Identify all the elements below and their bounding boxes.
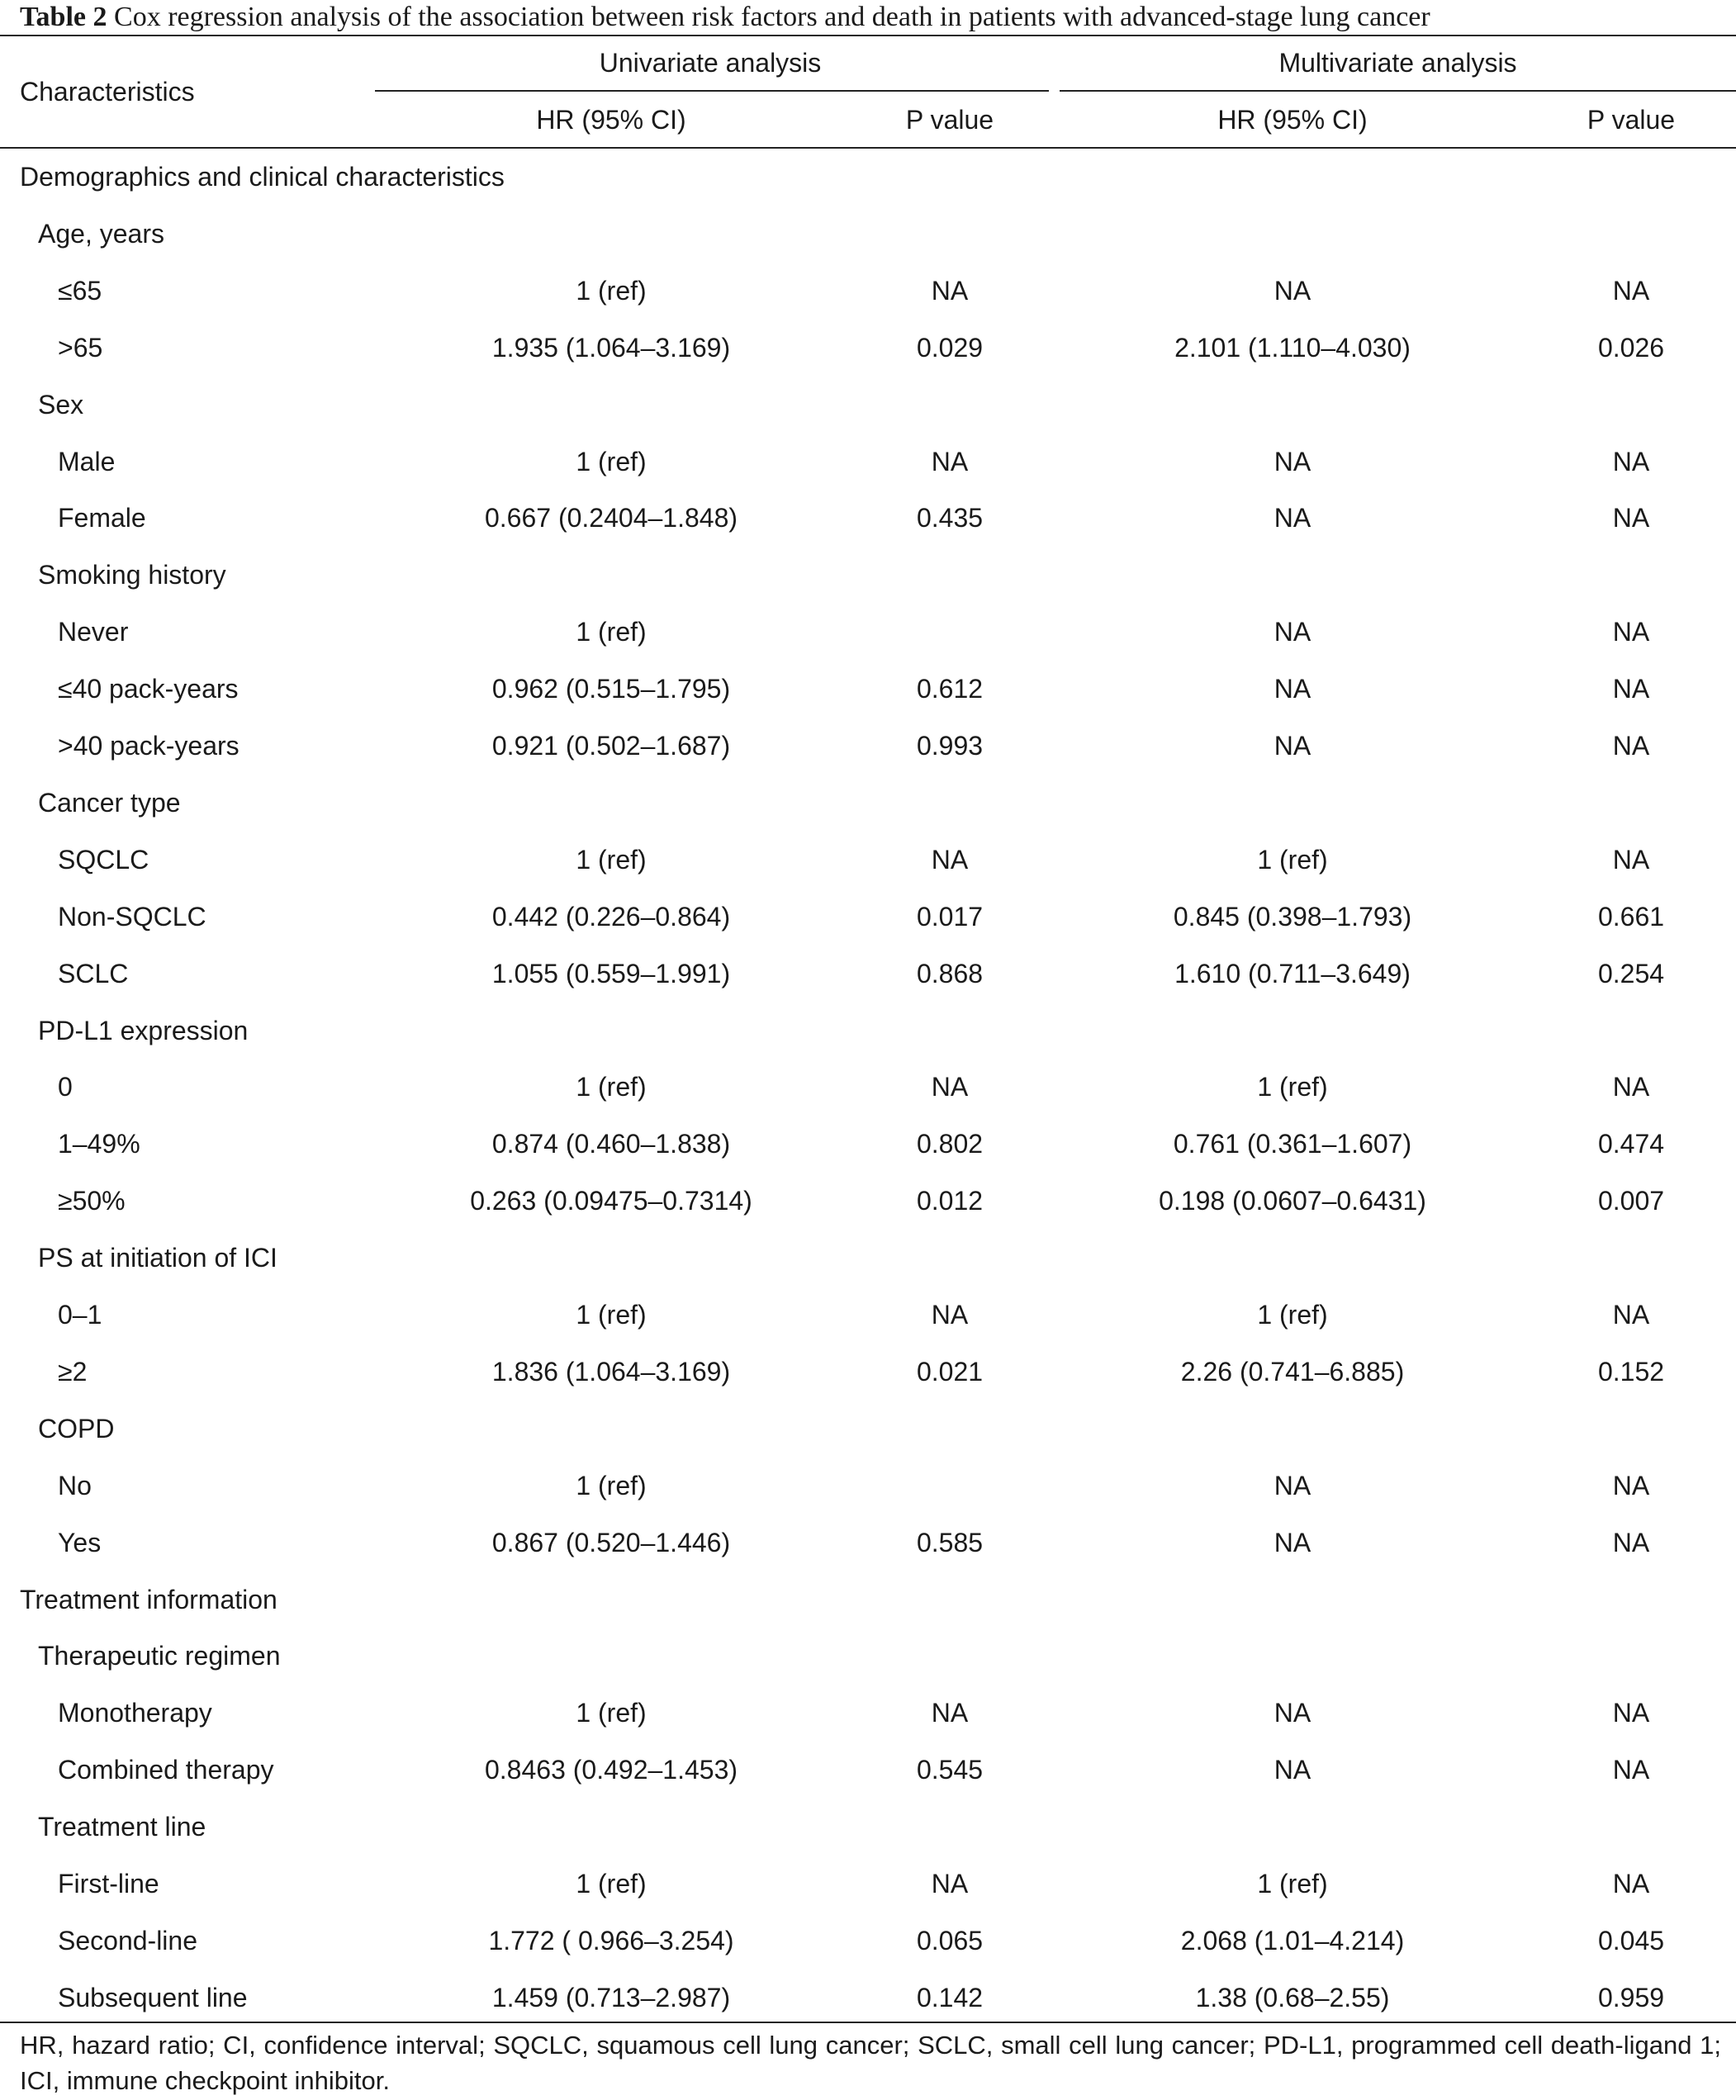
hr-multivariate-cell: NA (1274, 503, 1311, 533)
hr-multivariate-cell: NA (1274, 674, 1311, 704)
hr-multivariate-cell: 0.845 (0.398–1.793) (1173, 901, 1412, 931)
table-caption-label: Table 2 (20, 2, 107, 32)
p-multivariate-cell: 0.959 (1597, 1982, 1665, 2012)
row-label: Subsequent line (58, 1982, 248, 2012)
hr-univariate-cell: 1.836 (1.064–3.169) (491, 1356, 731, 1387)
p-univariate-cell: NA (931, 844, 969, 875)
row-label: Female (58, 503, 146, 533)
p-univariate-cell: NA (931, 1072, 969, 1102)
table-row (0, 547, 1736, 604)
p-multivariate-cell: NA (1612, 731, 1650, 761)
row-label: SQCLC (58, 844, 149, 875)
group-heading: COPD (38, 1413, 115, 1443)
p-multivariate-cell: NA (1612, 1755, 1650, 1785)
table-row (0, 263, 1736, 320)
p-univariate-cell: NA (931, 275, 969, 306)
row-label: 0–1 (58, 1300, 102, 1330)
p-univariate-cell: 0.545 (916, 1755, 984, 1785)
p-univariate-cell: NA (931, 1698, 969, 1728)
table-row (0, 1515, 1736, 1571)
section-heading: Treatment information (20, 1584, 277, 1614)
row-label: ≥50% (58, 1186, 126, 1216)
p-univariate-cell: NA (931, 1300, 969, 1330)
hr-multivariate-cell: 1.38 (0.68–2.55) (1195, 1982, 1390, 2012)
hr-univariate-cell: 0.962 (0.515–1.795) (491, 674, 731, 704)
p-univariate-cell: NA (931, 446, 969, 476)
table-row (0, 1230, 1736, 1287)
hr-multivariate-cell: 1 (ref) (1257, 1869, 1328, 1899)
hr-univariate-cell: 0.874 (0.460–1.838) (491, 1129, 731, 1159)
table-footnote: HR, hazard ratio; CI, confidence interval; SQCLC, squamous cell lung cancer; SCLC, small cell lung cancer; PD-L1, programmed cell death-ligand 1; ICI, immune checkpoint inhibitor. (20, 2031, 1721, 2095)
p-univariate-cell: 0.029 (916, 332, 984, 363)
row-label: SCLC (58, 958, 129, 988)
hr-univariate-cell: 1 (ref) (576, 1072, 647, 1102)
p-univariate-cell: 0.612 (916, 674, 984, 704)
group-heading: Sex (38, 389, 84, 420)
p-multivariate-cell: NA (1612, 503, 1650, 533)
group-heading: Treatment line (38, 1812, 206, 1842)
row-label: ≥2 (58, 1356, 88, 1387)
p-univariate-cell: 0.802 (916, 1129, 984, 1159)
hr-univariate-cell: 1.935 (1.064–3.169) (491, 332, 731, 363)
p-univariate-cell: 0.012 (916, 1186, 984, 1216)
hr-univariate-cell: 0.263 (0.09475–0.7314) (470, 1186, 752, 1216)
row-label: No (58, 1470, 92, 1500)
table-row (0, 718, 1736, 775)
table-row (0, 1287, 1736, 1344)
hr-univariate-cell: 0.867 (0.520–1.446) (491, 1527, 731, 1557)
table-row (0, 1458, 1736, 1515)
table-row (0, 1685, 1736, 1742)
hr-multivariate-cell: NA (1274, 1527, 1311, 1557)
hr-univariate-cell: 1.772 ( 0.966–3.254) (488, 1925, 734, 1955)
table-row (0, 377, 1736, 434)
row-label: ≤40 pack-years (58, 674, 239, 704)
hr-multivariate-cell: 1.610 (0.711–3.649) (1174, 958, 1411, 988)
group-heading: Smoking history (38, 560, 226, 590)
p-multivariate-cell: 0.152 (1597, 1356, 1665, 1387)
table-row (0, 1344, 1736, 1401)
p-univariate-cell: 0.017 (916, 901, 984, 931)
table-row (0, 946, 1736, 1003)
header-p-univariate: P value (905, 105, 994, 135)
hr-multivariate-cell: 2.26 (0.741–6.885) (1180, 1356, 1405, 1387)
p-univariate-cell: 0.868 (916, 958, 984, 988)
p-multivariate-cell: NA (1612, 275, 1650, 306)
table-bottom-rule (0, 2022, 1736, 2023)
table-row (0, 1913, 1736, 1970)
table-row (0, 661, 1736, 718)
p-multivariate-cell: 0.007 (1597, 1186, 1665, 1216)
row-label: Yes (58, 1527, 102, 1557)
header-multivariate: Multivariate analysis (1278, 48, 1517, 78)
row-label: Non-SQCLC (58, 901, 206, 931)
row-label: Never (58, 617, 129, 647)
table-caption (20, 2, 1721, 33)
hr-multivariate-cell: 1 (ref) (1257, 1072, 1328, 1102)
row-label: Combined therapy (58, 1755, 274, 1785)
table-row (0, 1173, 1736, 1230)
table-row (0, 1116, 1736, 1173)
hr-univariate-cell: 1.459 (0.713–2.987) (491, 1982, 731, 2012)
table-row (0, 1059, 1736, 1116)
p-univariate-cell: 0.065 (916, 1925, 984, 1955)
table-top-rule (0, 35, 1736, 36)
header-univariate: Univariate analysis (599, 48, 822, 78)
p-multivariate-cell: NA (1612, 446, 1650, 476)
p-multivariate-cell: NA (1612, 1527, 1650, 1557)
p-multivariate-cell: 0.661 (1597, 901, 1665, 931)
table-row (0, 1970, 1736, 2027)
row-label: Monotherapy (58, 1698, 212, 1728)
table-row (0, 149, 1736, 206)
row-label: >40 pack-years (58, 731, 240, 761)
hr-univariate-cell: 1 (ref) (576, 275, 647, 306)
table-row (0, 604, 1736, 661)
hr-multivariate-cell: 1 (ref) (1257, 1300, 1328, 1330)
table-row (0, 1003, 1736, 1059)
group-heading: Therapeutic regimen (38, 1641, 281, 1671)
hr-univariate-cell: 0.667 (0.2404–1.848) (484, 503, 738, 533)
hr-multivariate-cell: NA (1274, 731, 1311, 761)
row-label: >65 (58, 332, 103, 363)
header-p-multivariate: P value (1587, 105, 1676, 135)
hr-multivariate-cell: 1 (ref) (1257, 844, 1328, 875)
group-heading: Age, years (38, 218, 164, 249)
hr-univariate-cell: 1 (ref) (576, 1698, 647, 1728)
table-row (0, 889, 1736, 946)
row-label: Second-line (58, 1925, 197, 1955)
hr-univariate-cell: 1 (ref) (576, 446, 647, 476)
hr-multivariate-cell: NA (1274, 617, 1311, 647)
p-multivariate-cell: NA (1612, 617, 1650, 647)
hr-multivariate-cell: NA (1274, 1470, 1311, 1500)
table-row (0, 1401, 1736, 1458)
hr-univariate-cell: 0.921 (0.502–1.687) (491, 731, 731, 761)
univariate-underline (375, 90, 1049, 92)
p-univariate-cell: 0.435 (916, 503, 984, 533)
p-multivariate-cell: NA (1612, 1072, 1650, 1102)
p-multivariate-cell: NA (1612, 844, 1650, 875)
p-multivariate-cell: NA (1612, 1470, 1650, 1500)
hr-multivariate-cell: 0.198 (0.0607–0.6431) (1159, 1186, 1426, 1216)
table-row (0, 490, 1736, 547)
p-univariate-cell: 0.021 (916, 1356, 984, 1387)
hr-univariate-cell: 1 (ref) (576, 1470, 647, 1500)
hr-univariate-cell: 1 (ref) (576, 1300, 647, 1330)
hr-univariate-cell: 0.442 (0.226–0.864) (491, 901, 731, 931)
header-hr-univariate: HR (95% CI) (536, 105, 686, 135)
p-multivariate-cell: NA (1612, 1869, 1650, 1899)
group-heading: PS at initiation of ICI (38, 1243, 277, 1273)
p-multivariate-cell: 0.026 (1597, 332, 1665, 363)
hr-multivariate-cell: 0.761 (0.361–1.607) (1173, 1129, 1412, 1159)
p-multivariate-cell: 0.474 (1597, 1129, 1665, 1159)
row-label: First-line (58, 1869, 159, 1899)
hr-multivariate-cell: NA (1274, 1755, 1311, 1785)
row-label: ≤65 (58, 275, 102, 306)
p-univariate-cell: 0.993 (916, 731, 984, 761)
p-multivariate-cell: NA (1612, 1698, 1650, 1728)
header-hr-multivariate: HR (95% CI) (1217, 105, 1368, 135)
header-characteristics: Characteristics (20, 77, 195, 107)
table-row (0, 1856, 1736, 1913)
p-multivariate-cell: NA (1612, 674, 1650, 704)
hr-univariate-cell: 1 (ref) (576, 1869, 647, 1899)
table-row (0, 206, 1736, 263)
hr-univariate-cell: 0.8463 (0.492–1.453) (484, 1755, 738, 1785)
hr-multivariate-cell: NA (1274, 446, 1311, 476)
table-row (0, 775, 1736, 832)
hr-multivariate-cell: 2.068 (1.01–4.214) (1180, 1925, 1405, 1955)
row-label: 0 (58, 1072, 73, 1102)
table-row (0, 1799, 1736, 1856)
p-multivariate-cell: 0.045 (1597, 1925, 1665, 1955)
p-univariate-cell: 0.142 (916, 1982, 984, 2012)
row-label: 1–49% (58, 1129, 140, 1159)
table-row (0, 1628, 1736, 1685)
row-label: Male (58, 446, 116, 476)
multivariate-underline (1060, 90, 1736, 92)
section-heading: Demographics and clinical characteristics (20, 162, 505, 192)
table-row (0, 1742, 1736, 1799)
table-row (0, 434, 1736, 491)
hr-univariate-cell: 1.055 (0.559–1.991) (491, 958, 731, 988)
hr-univariate-cell: 1 (ref) (576, 844, 647, 875)
hr-multivariate-cell: 2.101 (1.110–4.030) (1174, 332, 1411, 363)
p-multivariate-cell: NA (1612, 1300, 1650, 1330)
hr-multivariate-cell: NA (1274, 1698, 1311, 1728)
p-univariate-cell: 0.585 (916, 1527, 984, 1557)
p-multivariate-cell: 0.254 (1597, 958, 1665, 988)
hr-multivariate-cell: NA (1274, 275, 1311, 306)
table-row (0, 320, 1736, 377)
hr-univariate-cell: 1 (ref) (576, 617, 647, 647)
table-row (0, 1571, 1736, 1628)
group-heading: Cancer type (38, 787, 181, 818)
table-caption-text: Cox regression analysis of the association between risk factors and death in patients with advanced-stage lung cancer (107, 2, 1430, 32)
p-univariate-cell: NA (931, 1869, 969, 1899)
group-heading: PD-L1 expression (38, 1015, 249, 1045)
table-row (0, 832, 1736, 889)
